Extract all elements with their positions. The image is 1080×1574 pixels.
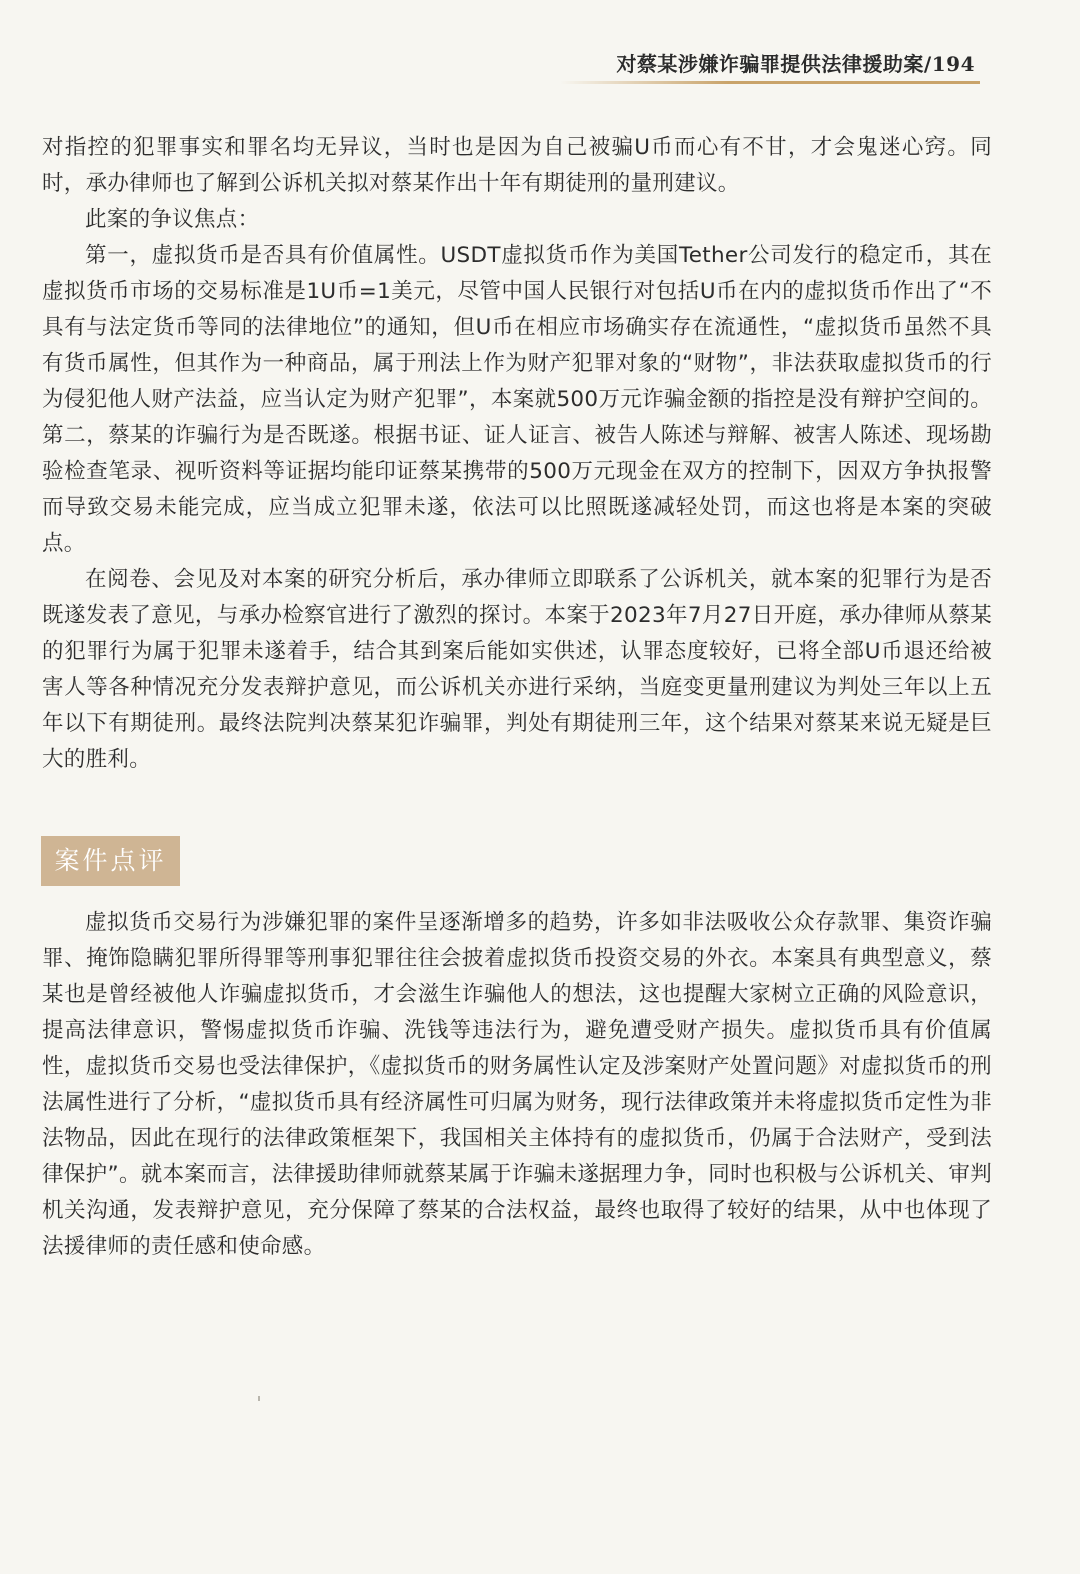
paragraph-defense-outcome: 在阅卷、会见及对本案的研究分析后，承办律师立即联系了公诉机关，就本案的犯罪行为是否既遂发表了意见，与承办检察官进行了激烈的探讨。本案于2023年7月27日开庭，承办律师从蔡某的犯罪行为属于犯罪未遂着手，结合其到案后能如实供述，认罪态度较好，已将全部U币退还给被害人等各种情况充分发表辩护意见，而公诉机关亦进行采纳，当庭变更量刑建议为判处三年以上五年以下有期徒刑。最终法院判决蔡某犯诈骗罪，判处有期徒刑三年，这个结果对蔡某来说无疑是巨大的胜利。 bbox=[42, 567, 992, 772]
running-header: 对蔡某涉嫌诈骗罪提供法律援助案/194 bbox=[616, 52, 975, 76]
case-review-section bbox=[42, 905, 992, 1265]
paragraph-dispute-heading: 此案的争议焦点： bbox=[85, 207, 260, 232]
page-speck bbox=[258, 1396, 260, 1401]
case-narrative-section bbox=[42, 130, 992, 778]
paragraph-dispute-points: 第一，虚拟货币是否具有价值属性。USDT虚拟货币作为美国Tether公司发行的稳定币，其在虚拟货币市场的交易标准是1U币=1美元，尽管中国人民银行对包括U币在内的虚拟货币作出了“不具有与法定货币等同的法律地位”的通知，但U币在相应市场确实存在流通性，“虚拟货币虽然不具有货币属性，但其作为一种商品，属于刑法上作为财产犯罪对象的“财物”，非法获取虚拟货币的行为侵犯他人财产法益，应当认定为财产犯罪”，本案就500万元诈骗金额的指控是没有辩护空间的。第二，蔡某的诈骗行为是否既遂。根据书证、证人证言、被告人陈述与辩解、被害人陈述、现场勘验检查笔录、视听资料等证据均能印证蔡某携带的500万元现金在双方的控制下，因双方争执报警而导致交易未能完成，应当成立犯罪未遂，依法可以比照既遂减轻处罚，而这也将是本案的突破点。 bbox=[42, 243, 992, 556]
paragraph-continuation: 对指控的犯罪事实和罪名均无异议，当时也是因为自己被骗U币而心有不甘，才会鬼迷心窍。同时，承办律师也了解到公诉机关拟对蔡某作出十年有期徒刑的量刑建议。 bbox=[42, 135, 992, 196]
case-review-label: 案件点评 bbox=[41, 836, 180, 886]
paragraph-case-review: 虚拟货币交易行为涉嫌犯罪的案件呈逐渐增多的趋势，许多如非法吸收公众存款罪、集资诈骗罪、掩饰隐瞒犯罪所得罪等刑事犯罪往往会披着虚拟货币投资交易的外衣。本案具有典型意义，蔡某也是曾经被他人诈骗虚拟货币，才会滋生诈骗他人的想法，这也提醒大家树立正确的风险意识，提高法律意识，警惕虚拟货币诈骗、洗钱等违法行为，避免遭受财产损失。虚拟货币具有价值属性，虚拟货币交易也受法律保护，《虚拟货币的财务属性认定及涉案财产处置问题》对虚拟货币的刑法属性进行了分析，“虚拟货币具有经济属性可归属为财务，现行法律政策并未将虚拟货币定性为非法物品，因此在现行的法律政策框架下，我国相关主体持有的虚拟货币，仍属于合法财产，受到法律保护”。就本案而言，法律援助律师就蔡某属于诈骗未遂据理力争，同时也积极与公诉机关、审判机关沟通，发表辩护意见，充分保障了蔡某的合法权益，最终也取得了较好的结果，从中也体现了法援律师的责任感和使命感。 bbox=[42, 910, 992, 1259]
header-rule bbox=[560, 81, 980, 84]
